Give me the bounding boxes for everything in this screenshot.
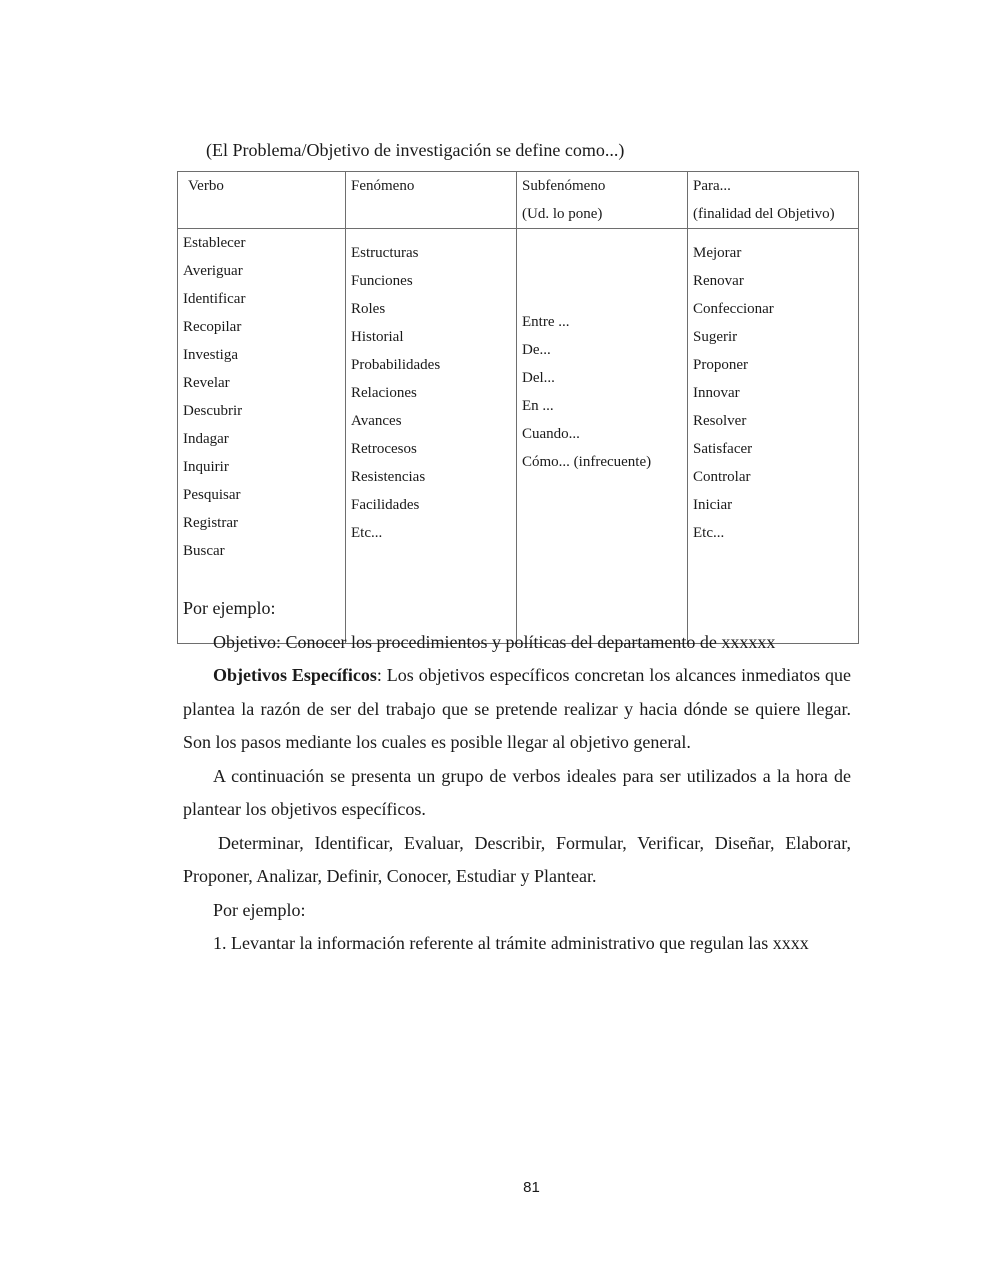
column-verbo — [178, 229, 346, 644]
list-item: Probabilidades — [351, 357, 441, 373]
list-item: Facilidades — [351, 497, 420, 513]
list-item: Funciones — [351, 273, 413, 289]
objective-table — [177, 171, 859, 644]
list-item: Buscar — [183, 543, 225, 559]
list-item: Entre ... — [522, 314, 570, 330]
paragraph-continuacion: A continuación se presenta un grupo de verbos ideales para ser utilizados a la hora de plantear los objetivos específicos. — [183, 765, 851, 819]
list-item: Estructuras — [351, 245, 419, 261]
list-item: Recopilar — [183, 319, 242, 335]
list-item: Cuando... — [522, 426, 580, 442]
paragraph-item-1: 1. Levantar la información referente al trámite administrativo que regulan las xxxx — [213, 933, 809, 953]
list-item: Cómo... (infrecuente) — [522, 454, 652, 470]
list-item: Iniciar — [693, 497, 733, 513]
list-item: Investiga — [183, 347, 238, 363]
column-fenomeno — [346, 229, 517, 644]
list-item: Controlar — [693, 469, 751, 485]
list-item: De... — [522, 342, 551, 358]
paragraph-verbos-lista: Determinar, Identificar, Evaluar, Describir, Formular, Verificar, Diseñar, Elaborar, Proponer, Analizar, Definir, Conocer, Estudiar y Plantear. — [183, 832, 851, 886]
list-item: Sugerir — [693, 329, 738, 345]
list-item: Descubrir — [183, 403, 243, 419]
page-number: 81 — [523, 1179, 540, 1196]
paragraph-por-ejemplo: Por ejemplo: — [183, 598, 276, 618]
list-item: Satisfacer — [693, 441, 753, 457]
list-item: Establecer — [183, 235, 246, 251]
list-item: Confeccionar — [693, 301, 774, 317]
list-item: Etc... — [693, 525, 725, 541]
paragraph-objetivo: Objetivo: Conocer los procedimientos y políticas del departamento de xxxxxx — [213, 631, 776, 652]
list-item: Identificar — [183, 291, 246, 307]
list-item: Avances — [351, 413, 402, 429]
list-item: Roles — [351, 301, 386, 317]
header-subfenomeno: Subfenómeno (Ud. lo pone) — [517, 172, 688, 229]
list-item: Revelar — [183, 375, 230, 391]
column-para — [688, 229, 859, 644]
body-text — [183, 592, 851, 961]
list-item: Historial — [351, 329, 404, 345]
objetivos-especificos-text: : Los objetivos específicos concretan los alcances inmediatos que plantea la razón de ser del trabajo que se pretende realizar y hacia dónde se quiere llegar. Son los pasos mediante los cuales es posible llegar al objetivo general. — [183, 665, 851, 752]
list-item: Inquirir — [183, 459, 229, 475]
list-item: Innovar — [693, 385, 740, 401]
list-item: Registrar — [183, 515, 238, 531]
list-item: Proponer — [693, 357, 748, 373]
list-item: Resistencias — [351, 469, 426, 485]
table-caption: (El Problema/Objetivo de investigación se define como...) — [206, 140, 625, 160]
list-item: Resolver — [693, 413, 747, 429]
paragraph-por-ejemplo-2: Por ejemplo: — [213, 899, 306, 920]
list-item: Retrocesos — [351, 441, 417, 457]
list-item: Del... — [522, 370, 555, 386]
header-verbo: Verbo — [178, 172, 346, 229]
list-item: Averiguar — [183, 263, 243, 279]
list-item: Etc... — [351, 525, 383, 541]
list-item: Renovar — [693, 273, 744, 289]
list-item: Relaciones — [351, 385, 417, 401]
column-subfenomeno — [517, 229, 688, 644]
table-body-row — [178, 229, 859, 644]
list-item: Indagar — [183, 431, 229, 447]
header-fenomeno: Fenómeno — [346, 172, 517, 229]
list-item: Pesquisar — [183, 487, 241, 503]
list-item: Mejorar — [693, 245, 742, 261]
paragraph-objetivos-especificos — [183, 659, 851, 760]
list-item: En ... — [522, 398, 554, 414]
objetivos-especificos-heading: Objetivos Específicos — [213, 665, 377, 685]
table-header-row — [178, 172, 859, 229]
header-para: Para... (finalidad del Objetivo) — [688, 172, 859, 229]
